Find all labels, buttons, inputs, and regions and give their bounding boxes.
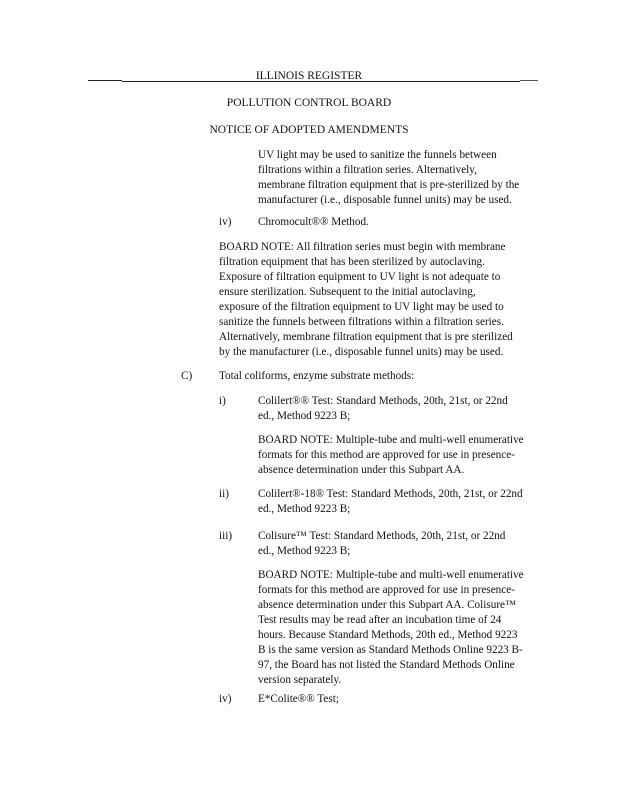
register-title: ILLINOIS REGISTER: [255, 70, 363, 82]
note-line: exposure of the filtration equipment to UV light may be used to: [219, 301, 504, 313]
item-i-text: [258, 394, 508, 424]
note-line: ensure sterilization. Subsequent to the initial autoclaving,: [219, 286, 476, 298]
note-line: BOARD NOTE: Multiple-tube and multi-well enumerative: [258, 434, 524, 446]
note-line: BOARD NOTE: All filtration series must begin with membrane: [219, 241, 506, 253]
item-iv-ecolite-label: iv): [219, 693, 232, 705]
item-ii-text: [258, 487, 523, 517]
note-line: BOARD NOTE: Multiple-tube and multi-well enumerative: [258, 569, 524, 581]
item-iii-line: ed., Method 9223 B;: [258, 545, 351, 557]
uv-line: manufacturer (i.e., disposable funnel units) may be used.: [258, 194, 512, 206]
note-line: absence determination under this Subpart AA.: [258, 464, 465, 476]
note-line: sanitize the funnels between filtrations within a filtration series.: [219, 316, 504, 328]
board-note-3: [258, 568, 524, 688]
header-rule: [122, 81, 520, 82]
note-line: by the manufacturer (i.e., disposable funnel units) may be used.: [219, 346, 504, 358]
item-iv-label: iv): [219, 216, 232, 228]
item-iv-chromocult-text: Chromocult®® Method.: [258, 216, 369, 228]
item-iv-ecolite-text: E*Colite®® Test;: [258, 693, 339, 705]
item-iii-text: [258, 529, 505, 559]
header-rule-right: [520, 80, 538, 81]
item-ii-line: ed., Method 9223 B;: [258, 503, 351, 515]
section-c-text: Total coliforms, enzyme substrate methods:: [219, 370, 415, 382]
item-iii-label: iii): [219, 530, 233, 542]
item-i-line: ed., Method 9223 B;: [258, 410, 351, 422]
uv-line: filtrations within a filtration series. Alternatively,: [258, 164, 477, 176]
uv-paragraph: [258, 148, 519, 208]
uv-line: UV light may be used to sanitize the funnels between: [258, 149, 497, 161]
note-line: B is the same version as Standard Methods Online 9223 B-: [258, 644, 523, 656]
note-line: hours. Because Standard Methods, 20th ed., Method 9223: [258, 629, 518, 641]
note-line: Alternatively, membrane filtration equipment that is pre sterilized: [219, 331, 513, 343]
item-i-line: Colilert®® Test: Standard Methods, 20th, 21st, or 22nd: [258, 395, 508, 407]
uv-line: membrane filtration equipment that is pre-sterilized by the: [258, 179, 520, 191]
item-iii-line: Colisure™ Test: Standard Methods, 20th, 21st, or 22nd: [258, 530, 506, 542]
note-line: formats for this method are approved for use in presence-: [258, 449, 515, 461]
note-line: 97, the Board has not listed the Standard Methods Online: [258, 659, 515, 671]
header-rule-left: [88, 80, 122, 81]
note-line: filtration equipment that has been sterilized by autoclaving.: [219, 256, 485, 268]
item-ii-label: ii): [219, 488, 229, 500]
board-note-1: [219, 240, 513, 360]
note-line: formats for this method are approved for use in presence-: [258, 584, 515, 596]
note-line: absence determination under this Subpart AA. Colisure™: [258, 599, 516, 611]
note-line: Exposure of filtration equipment to UV light is not adequate to: [219, 271, 501, 283]
note-line: version separately.: [258, 674, 342, 686]
item-i-label: i): [219, 395, 226, 407]
item-ii-line: Colilert®-18® Test: Standard Methods, 20th, 21st, or 22nd: [258, 488, 523, 500]
section-c-label: C): [181, 370, 193, 382]
notice-title: NOTICE OF ADOPTED AMENDMENTS: [209, 124, 409, 136]
board-note-2: [258, 433, 524, 478]
note-line: Test results may be read after an incubation time of 24: [258, 614, 502, 626]
board-title: POLLUTION CONTROL BOARD: [226, 97, 392, 109]
